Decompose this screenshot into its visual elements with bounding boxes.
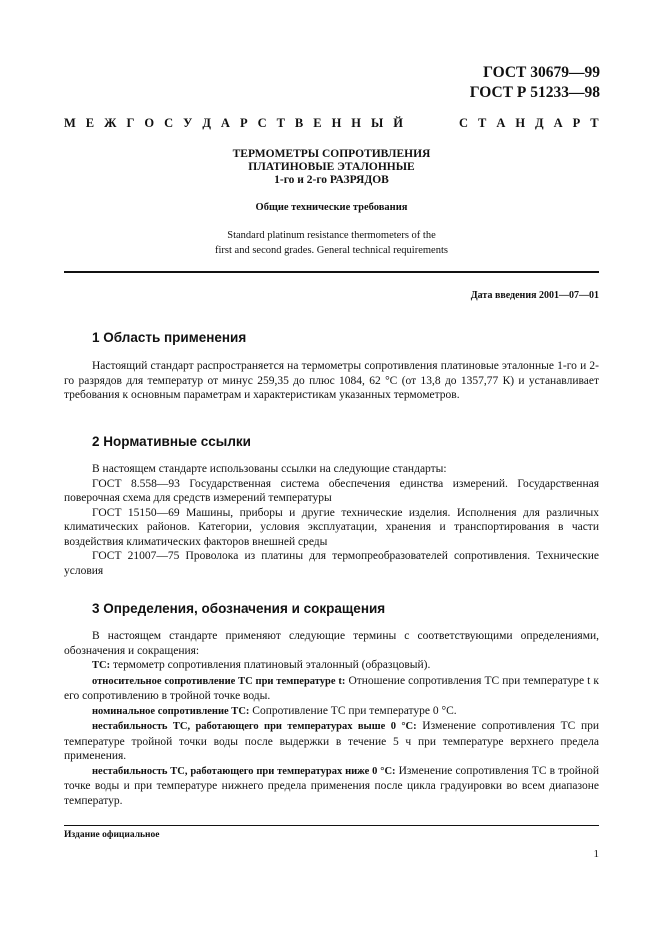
section-2-body bbox=[64, 462, 599, 578]
banner-letter: В bbox=[294, 116, 304, 130]
banner-letter: О bbox=[144, 116, 155, 130]
banner-word-gap bbox=[413, 116, 449, 131]
section-1-heading: 1 Область применения bbox=[92, 330, 247, 345]
section-3-body bbox=[64, 629, 599, 808]
banner-letter: Г bbox=[126, 116, 135, 130]
banner-letter: Ж bbox=[104, 116, 117, 130]
banner-letter: М bbox=[64, 116, 76, 130]
definition-text: Изменение сопротивления ТС в тройной точке воды и при температуре нижнего предела применения после цикла градуировки во всем диапазоне температур. bbox=[64, 764, 599, 807]
definition-text: термометр сопротивления платиновый эталонный (образцовый). bbox=[110, 659, 431, 671]
definition-relative-resistance bbox=[64, 674, 599, 704]
title-line-2: ПЛАТИНОВЫЕ ЭТАЛОННЫЕ bbox=[248, 161, 415, 173]
introduction-date: Дата введения 2001—07—01 bbox=[470, 290, 599, 301]
section-3-heading: 3 Определения, обозначения и сокращения bbox=[92, 601, 386, 616]
definition-term: ТС: bbox=[92, 660, 111, 671]
page-number: 1 bbox=[593, 848, 599, 860]
gost-number-2: ГОСТ Р 51233—98 bbox=[469, 84, 600, 101]
banner-letter: Е bbox=[85, 116, 95, 130]
official-edition-label: Издание официальное bbox=[64, 830, 160, 840]
footer-divider bbox=[64, 825, 599, 826]
section-2-intro: В настоящем стандарте использованы ссылки на следующие стандарты: bbox=[92, 463, 447, 475]
banner-letter: Ы bbox=[371, 116, 384, 130]
interstate-standard-banner bbox=[64, 116, 599, 131]
section-2-heading: 2 Нормативные ссылки bbox=[92, 434, 251, 449]
banner-letter: Н bbox=[351, 116, 362, 130]
english-title-line-1: Standard platinum resistance thermometers of the bbox=[227, 230, 436, 241]
english-title bbox=[64, 228, 599, 258]
banner-letter: У bbox=[183, 116, 193, 130]
definition-text: Изменение сопротивления ТС при температуре тройной точки воды после выдержки в течение 5 ч при температуре верхнего предела применения. bbox=[64, 720, 599, 762]
section-1-body bbox=[64, 359, 599, 403]
banner-letter: Е bbox=[313, 116, 322, 130]
title-line-3: 1-го и 2-го РАЗРЯДОВ bbox=[274, 174, 389, 186]
banner-letter: Т bbox=[477, 116, 487, 130]
english-title-line-2: first and second grades. General technical requirements bbox=[215, 245, 448, 256]
reference-gost-8558: ГОСТ 8.558—93 Государственная система обеспечения единства измерений. Государственная поверочная схема для средств измерений температуры bbox=[64, 477, 599, 504]
banner-letter: А bbox=[496, 116, 506, 130]
document-title bbox=[64, 148, 599, 187]
banner-letter: С bbox=[257, 116, 267, 130]
reference-gost-15150: ГОСТ 15150—69 Машины, приборы и другие технические изделия. Исполнения для различных климатических районов. Категории, условия эксплуатации, хранения и транспортирования в части воздействия климатических факторов внешней среды bbox=[64, 506, 599, 548]
definition-term: нестабильность ТС, работающего при температурах ниже 0 °С: bbox=[92, 765, 396, 777]
definition-nominal-resistance bbox=[64, 704, 599, 720]
banner-letter: Р bbox=[572, 116, 581, 130]
definition-instability-above-zero bbox=[64, 719, 599, 764]
banner-letter: Т bbox=[276, 116, 285, 130]
definition-term: относительное сопротивление ТС при температуре t: bbox=[92, 675, 346, 687]
definition-term: нестабильность ТС, работающего при температурах выше 0 °С: bbox=[92, 721, 417, 732]
gost-number-1: ГОСТ 30679—99 bbox=[483, 64, 600, 81]
definition-instability-below-zero bbox=[64, 764, 599, 809]
reference-gost-21007: ГОСТ 21007—75 Проволока из платины для термопреобразователей сопротивления. Технические условия bbox=[64, 550, 599, 577]
banner-letter: Р bbox=[239, 116, 248, 130]
document-subtitle: Общие технические требования bbox=[255, 202, 408, 213]
section-1-text: Настоящий стандарт распространяется на термометры сопротивления платиновые эталонные 1-го и 2-го разрядов для температур от минус 259,35 до плюс 1084, 62 °С (от 13,8 до 1357,77 К) и устанавливает требования к основным параметрам и характеристикам указанных термометров. bbox=[64, 360, 599, 401]
banner-letter: Н bbox=[331, 116, 342, 130]
section-3-intro: В настоящем стандарте применяют следующие термины с соответствующими определениями, обозначения и сокращения: bbox=[64, 630, 599, 657]
banner-letter: Д bbox=[202, 116, 211, 130]
title-divider bbox=[64, 271, 599, 273]
banner-letter: А bbox=[553, 116, 563, 130]
banner-letter: А bbox=[220, 116, 230, 130]
definition-text: Отношение сопротивления ТС при температуре t к его сопротивлению в тройной точке воды. bbox=[64, 674, 599, 702]
title-line-1: ТЕРМОМЕТРЫ СОПРОТИВЛЕНИЯ bbox=[232, 148, 431, 160]
banner-letter: С bbox=[164, 116, 174, 130]
definition-tc bbox=[64, 658, 599, 674]
banner-letter: Й bbox=[393, 116, 403, 130]
banner-letter: Н bbox=[515, 116, 526, 130]
banner-letter: Д bbox=[535, 116, 544, 130]
definition-term: номинальное сопротивление ТС: bbox=[92, 705, 250, 717]
banner-letter: С bbox=[458, 116, 468, 130]
definition-text: Сопротивление ТС при температуре 0 °С. bbox=[249, 704, 457, 717]
banner-letter: Т bbox=[590, 116, 599, 130]
